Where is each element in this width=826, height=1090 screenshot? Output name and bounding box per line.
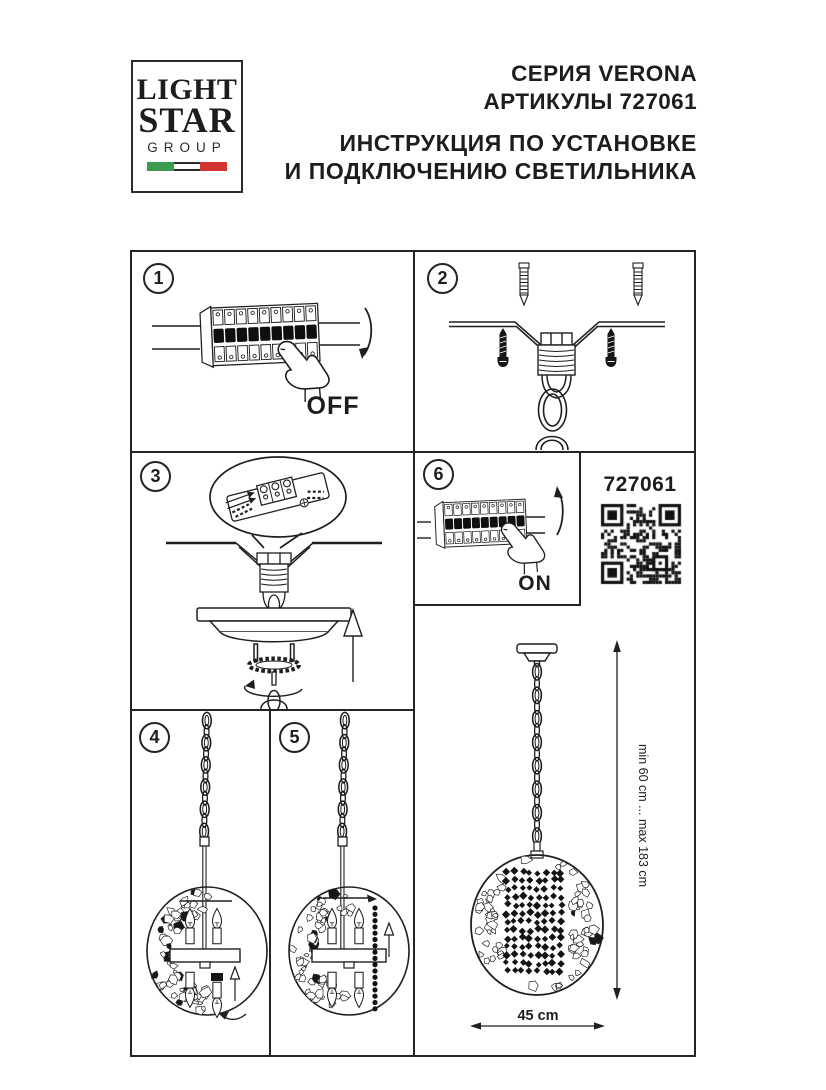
step1-number: 1 — [143, 263, 174, 294]
diameter-dimension-arrow — [470, 1022, 605, 1029]
height-dimension-arrow — [613, 640, 621, 1000]
crystal-bead-curtain — [502, 867, 566, 976]
step4-number: 4 — [139, 722, 170, 753]
chain-link — [536, 389, 568, 450]
instruction-title-line1: ИНСТРУКЦИЯ ПО УСТАНОВКЕ — [339, 130, 697, 156]
step6-number: 6 — [423, 459, 454, 490]
step6-diagram-breakers-on — [415, 453, 579, 604]
suspension-chain — [338, 712, 350, 839]
hanging-loop — [542, 375, 571, 398]
off-label: OFF — [306, 392, 360, 420]
series-title: СЕРИЯ VERONA — [511, 61, 697, 86]
threaded-rod — [257, 553, 291, 615]
ceiling-canopy — [197, 608, 351, 661]
step5-diagram-strands — [271, 711, 413, 1055]
logo-group-text: GROUP — [147, 140, 227, 155]
bottom-chain-link — [261, 691, 287, 710]
on-label: ON — [518, 572, 552, 595]
height-range-dimension: min 60 cm ... max 183 cm — [636, 744, 650, 888]
step5-number: 5 — [279, 722, 310, 753]
qr-code-icon — [600, 503, 682, 585]
step3-number: 3 — [140, 461, 171, 492]
turn-on-arrow-icon — [554, 486, 563, 535]
step3-diagram-wiring — [132, 453, 412, 709]
turn-off-arrow-icon — [359, 308, 371, 359]
crystal-texture — [290, 889, 356, 1008]
logo-star-text: STAR — [138, 100, 236, 140]
article-title: АРТИКУЛЫ 727061 — [483, 89, 697, 114]
threaded-tube — [538, 345, 575, 375]
suspension-chain — [533, 664, 542, 845]
assembled-chandelier-diagram — [414, 606, 694, 1055]
crystal-bead-strand — [372, 905, 377, 1011]
bulb-socket — [211, 973, 223, 981]
hex-bolt-head — [541, 333, 572, 345]
step2-diagram-bracket — [415, 252, 694, 450]
diameter-dimension: 45 cm — [517, 1008, 559, 1024]
logo-light-text: LIGHT — [136, 73, 238, 106]
article-code: 727061 — [603, 473, 677, 496]
decorative-nut — [249, 659, 299, 686]
step4-diagram-bulbs — [132, 711, 268, 1055]
suspension-chain — [200, 712, 212, 839]
lightstar-logo — [131, 60, 243, 193]
ceiling-canopy — [517, 644, 557, 666]
step2-number: 2 — [427, 263, 458, 294]
lamp-hub — [170, 949, 240, 962]
document-header — [285, 60, 697, 185]
step1-diagram-breakers-off — [132, 252, 412, 450]
terminal-block-detail — [224, 469, 331, 525]
instruction-title-line2: И ПОДКЛЮЧЕНИЮ СВЕТИЛЬНИКА — [284, 158, 697, 184]
italian-flag-icon — [147, 162, 227, 171]
